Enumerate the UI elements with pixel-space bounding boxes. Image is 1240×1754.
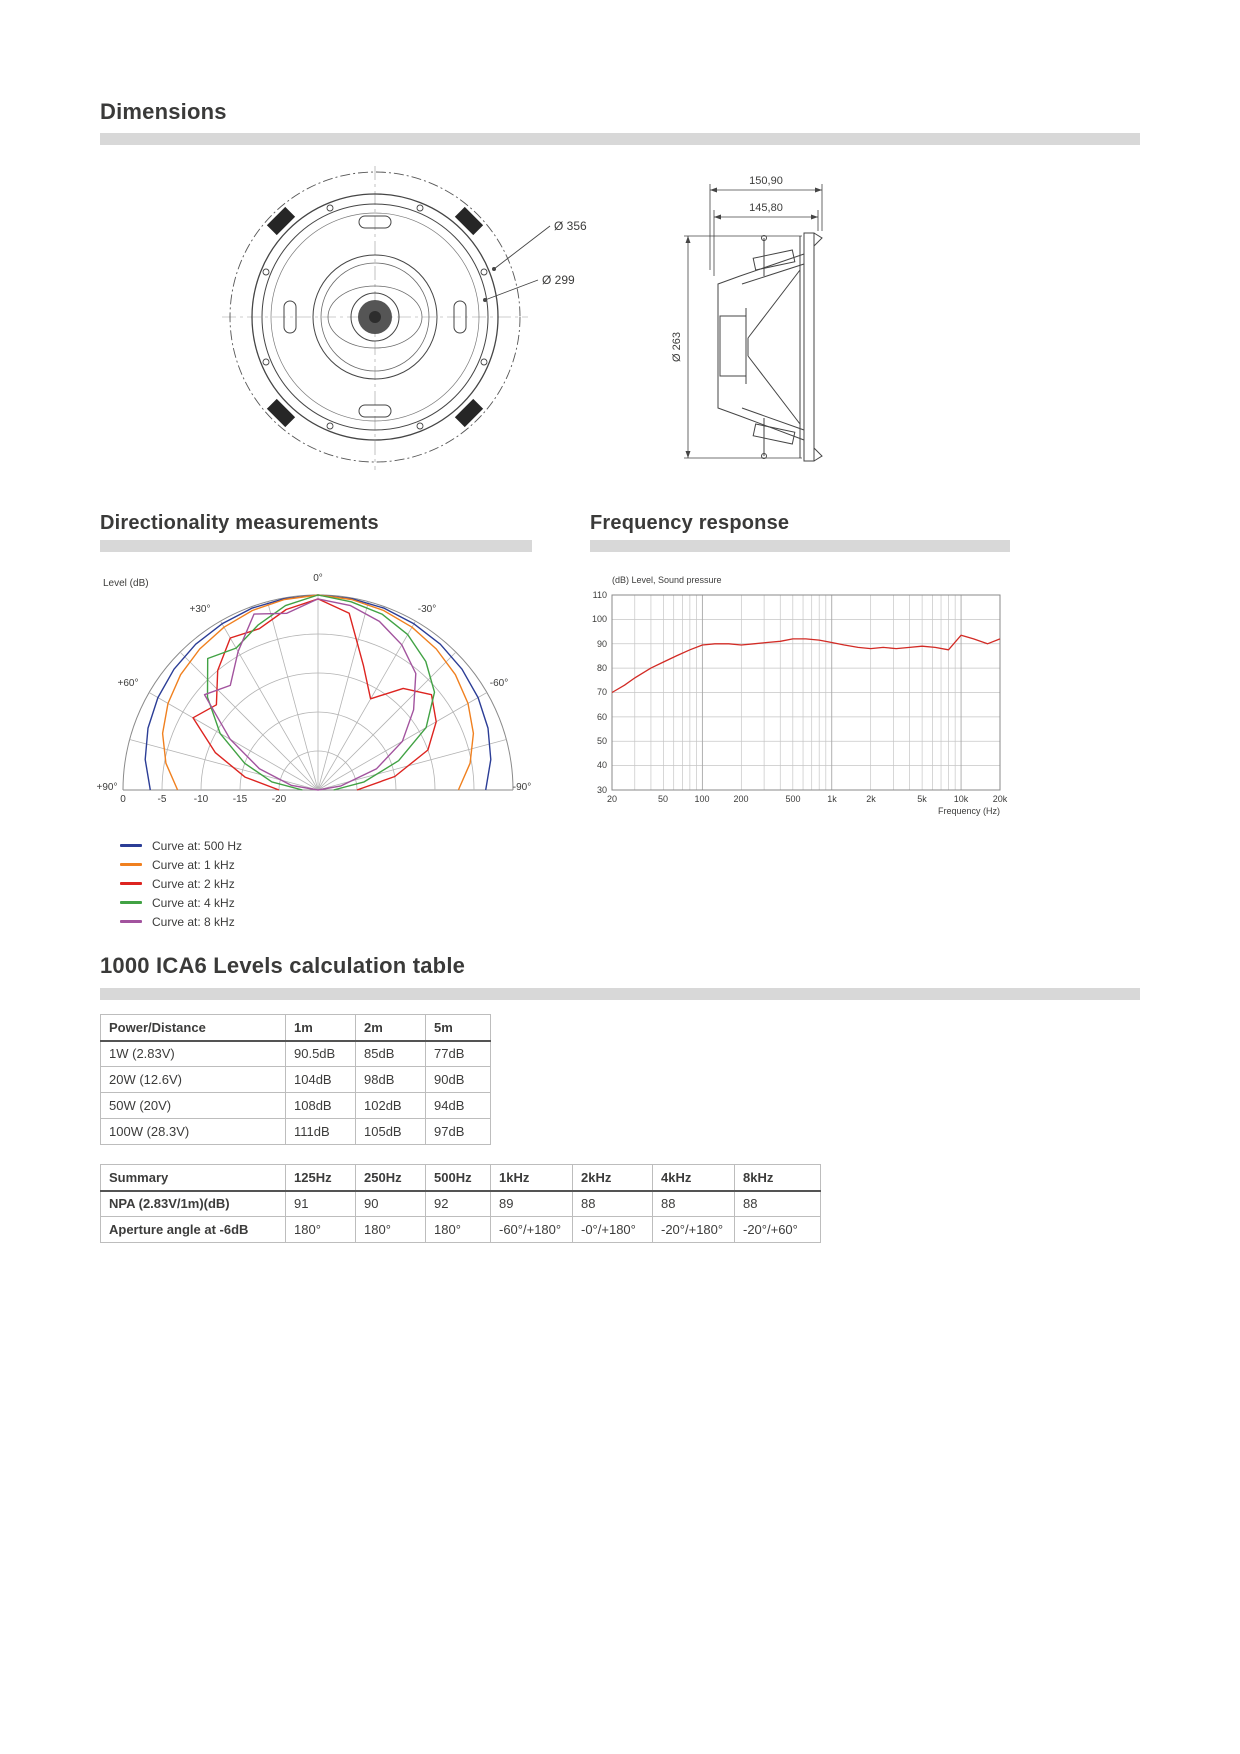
- section-divider-bar: [100, 988, 1140, 1000]
- table-row: [101, 1093, 491, 1119]
- polar-radial-label-20: -20: [271, 794, 287, 805]
- polar-angle-label-p90: +90°: [96, 782, 118, 793]
- table-cell: -60°/+180°: [491, 1217, 573, 1243]
- polar-radial-label-0: 0: [120, 794, 126, 805]
- directivity-polar-chart: [95, 570, 555, 812]
- table-cell: -20°/+180°: [653, 1217, 735, 1243]
- legend-item: [120, 836, 242, 855]
- freq-ytick-30: 30: [596, 785, 607, 795]
- freq-y-axis-title: (dB) Level, Sound pressure: [612, 575, 722, 585]
- freq-xtick-20k: 20k: [992, 794, 1008, 804]
- table-cell: 50W (20V): [101, 1093, 286, 1119]
- polar-angle-label-m90: -90°: [512, 782, 532, 793]
- table-cell: -0°/+180°: [573, 1217, 653, 1243]
- polar-axis-label: Level (dB): [103, 578, 149, 589]
- legend-label-4khz: Curve at: 4 kHz: [152, 895, 235, 910]
- legend-label-500hz: Curve at: 500 Hz: [152, 838, 243, 853]
- table-cell: 180°: [286, 1217, 356, 1243]
- legend-item: [120, 912, 242, 931]
- front-inner-diameter-label: Ø 299: [542, 273, 575, 287]
- front-outer-diameter-label: Ø 356: [554, 219, 587, 233]
- legend-item: [120, 893, 242, 912]
- polar-angle-label-m60: -60°: [489, 678, 509, 689]
- table-cell: 1W (2.83V): [101, 1041, 286, 1067]
- polar-angle-label-p30: +30°: [189, 604, 211, 615]
- table-cell: 90.5dB: [286, 1041, 356, 1067]
- freq-ytick-80: 80: [596, 663, 607, 673]
- table-row-label: NPA (2.83V/1m)(dB): [101, 1191, 286, 1217]
- table-cell: 98dB: [356, 1067, 426, 1093]
- table-header-cell: 1kHz: [491, 1165, 573, 1191]
- directionality-section-title: Directionality measurements: [100, 512, 379, 534]
- table-header-row: [101, 1165, 821, 1191]
- table-header-cell: Summary: [101, 1165, 286, 1191]
- freq-xtick-1k: 1k: [827, 794, 837, 804]
- table-cell: 90: [356, 1191, 426, 1217]
- table-cell: 100W (28.3V): [101, 1119, 286, 1145]
- table-cell: 77dB: [426, 1041, 491, 1067]
- table-row: [101, 1217, 821, 1243]
- table-header-cell: 500Hz: [426, 1165, 491, 1191]
- table-cell: 94dB: [426, 1093, 491, 1119]
- table-cell: 92: [426, 1191, 491, 1217]
- section-divider-bar: [100, 540, 532, 552]
- table-cell: 102dB: [356, 1093, 426, 1119]
- table-cell: -20°/+60°: [735, 1217, 821, 1243]
- frequency-section-title: Frequency response: [590, 512, 790, 534]
- legend-label-2khz: Curve at: 2 kHz: [152, 876, 235, 891]
- freq-ytick-100: 100: [591, 614, 607, 624]
- summary-table: [100, 1164, 821, 1243]
- table-row: [101, 1041, 491, 1067]
- front-view-drawing: [222, 166, 587, 470]
- polar-plot-canvas: [95, 570, 555, 812]
- freq-ytick-110: 110: [592, 590, 607, 600]
- table-cell: 104dB: [286, 1067, 356, 1093]
- levels-section-title: 1000 ICA6 Levels calculation table: [100, 953, 466, 978]
- legend-swatch-8khz: [120, 920, 142, 923]
- table-cell: 105dB: [356, 1119, 426, 1145]
- side-depth-outer-label: 150,90: [749, 175, 783, 187]
- table-header-cell: 2kHz: [573, 1165, 653, 1191]
- table-header-cell: Power/Distance: [101, 1015, 286, 1041]
- legend-label-8khz: Curve at: 8 kHz: [152, 914, 235, 929]
- freq-xtick-10k: 10k: [953, 794, 969, 804]
- legend-item: [120, 855, 242, 874]
- side-cutout-diameter-label: Ø 263: [671, 332, 683, 362]
- table-header-cell: 8kHz: [735, 1165, 821, 1191]
- legend-swatch-1khz: [120, 863, 142, 866]
- table-row: [101, 1067, 491, 1093]
- polar-radial-label-10: -10: [193, 794, 209, 805]
- legend-swatch-4khz: [120, 901, 142, 904]
- freq-xtick-500: 500: [785, 794, 801, 804]
- polar-radial-label-15: -15: [232, 794, 248, 805]
- table-cell: 88: [735, 1191, 821, 1217]
- freq-xtick-20: 20: [606, 794, 617, 804]
- dimensions-section-title: Dimensions: [100, 99, 227, 124]
- table-cell: 111dB: [286, 1119, 356, 1145]
- freq-ytick-90: 90: [596, 639, 607, 649]
- table-header-row: [101, 1015, 491, 1041]
- frequency-plot-canvas: [585, 570, 1035, 822]
- table-header-cell: 125Hz: [286, 1165, 356, 1191]
- table-header-cell: 5m: [426, 1015, 491, 1041]
- table-row-label: Aperture angle at -6dB: [101, 1217, 286, 1243]
- section-divider-bar: [100, 133, 1140, 145]
- table-cell: 108dB: [286, 1093, 356, 1119]
- table-header-cell: 2m: [356, 1015, 426, 1041]
- table-row: [101, 1119, 491, 1145]
- table-header-cell: 250Hz: [356, 1165, 426, 1191]
- legend-item: [120, 874, 242, 893]
- freq-ytick-50: 50: [596, 736, 607, 746]
- freq-xtick-50: 50: [657, 794, 668, 804]
- polar-angle-label-p60: +60°: [117, 678, 139, 689]
- table-row: [101, 1191, 821, 1217]
- section-divider-bar: [590, 540, 1010, 552]
- table-cell: 91: [286, 1191, 356, 1217]
- table-header-cell: 4kHz: [653, 1165, 735, 1191]
- table-cell: 180°: [356, 1217, 426, 1243]
- table-cell: 88: [653, 1191, 735, 1217]
- frequency-response-chart: [585, 570, 1035, 822]
- power-distance-table: [100, 1014, 491, 1145]
- legend-swatch-500hz: [120, 844, 142, 847]
- polar-angle-label-0: 0°: [313, 573, 323, 584]
- freq-xtick-200: 200: [733, 794, 749, 804]
- freq-xtick-100: 100: [694, 794, 710, 804]
- freq-xtick-2k: 2k: [866, 794, 876, 804]
- table-header-cell: 1m: [286, 1015, 356, 1041]
- table-cell: 90dB: [426, 1067, 491, 1093]
- dimensions-drawing: [100, 158, 1140, 498]
- polar-angle-label-m30: -30°: [417, 604, 437, 615]
- freq-ytick-60: 60: [596, 712, 607, 722]
- legend-label-1khz: Curve at: 1 kHz: [152, 857, 235, 872]
- table-cell: 20W (12.6V): [101, 1067, 286, 1093]
- polar-legend: [120, 836, 242, 931]
- freq-ytick-40: 40: [596, 760, 607, 770]
- polar-radial-label-5: -5: [157, 794, 167, 805]
- freq-x-axis-title: Frequency (Hz): [937, 806, 1000, 816]
- table-cell: 89: [491, 1191, 573, 1217]
- side-depth-inner-label: 145,80: [749, 202, 783, 214]
- table-cell: 97dB: [426, 1119, 491, 1145]
- table-cell: 85dB: [356, 1041, 426, 1067]
- table-cell: 180°: [426, 1217, 491, 1243]
- freq-xtick-5k: 5k: [917, 794, 927, 804]
- side-view-drawing: [671, 175, 822, 461]
- table-cell: 88: [573, 1191, 653, 1217]
- freq-ytick-70: 70: [596, 687, 607, 697]
- legend-swatch-2khz: [120, 882, 142, 885]
